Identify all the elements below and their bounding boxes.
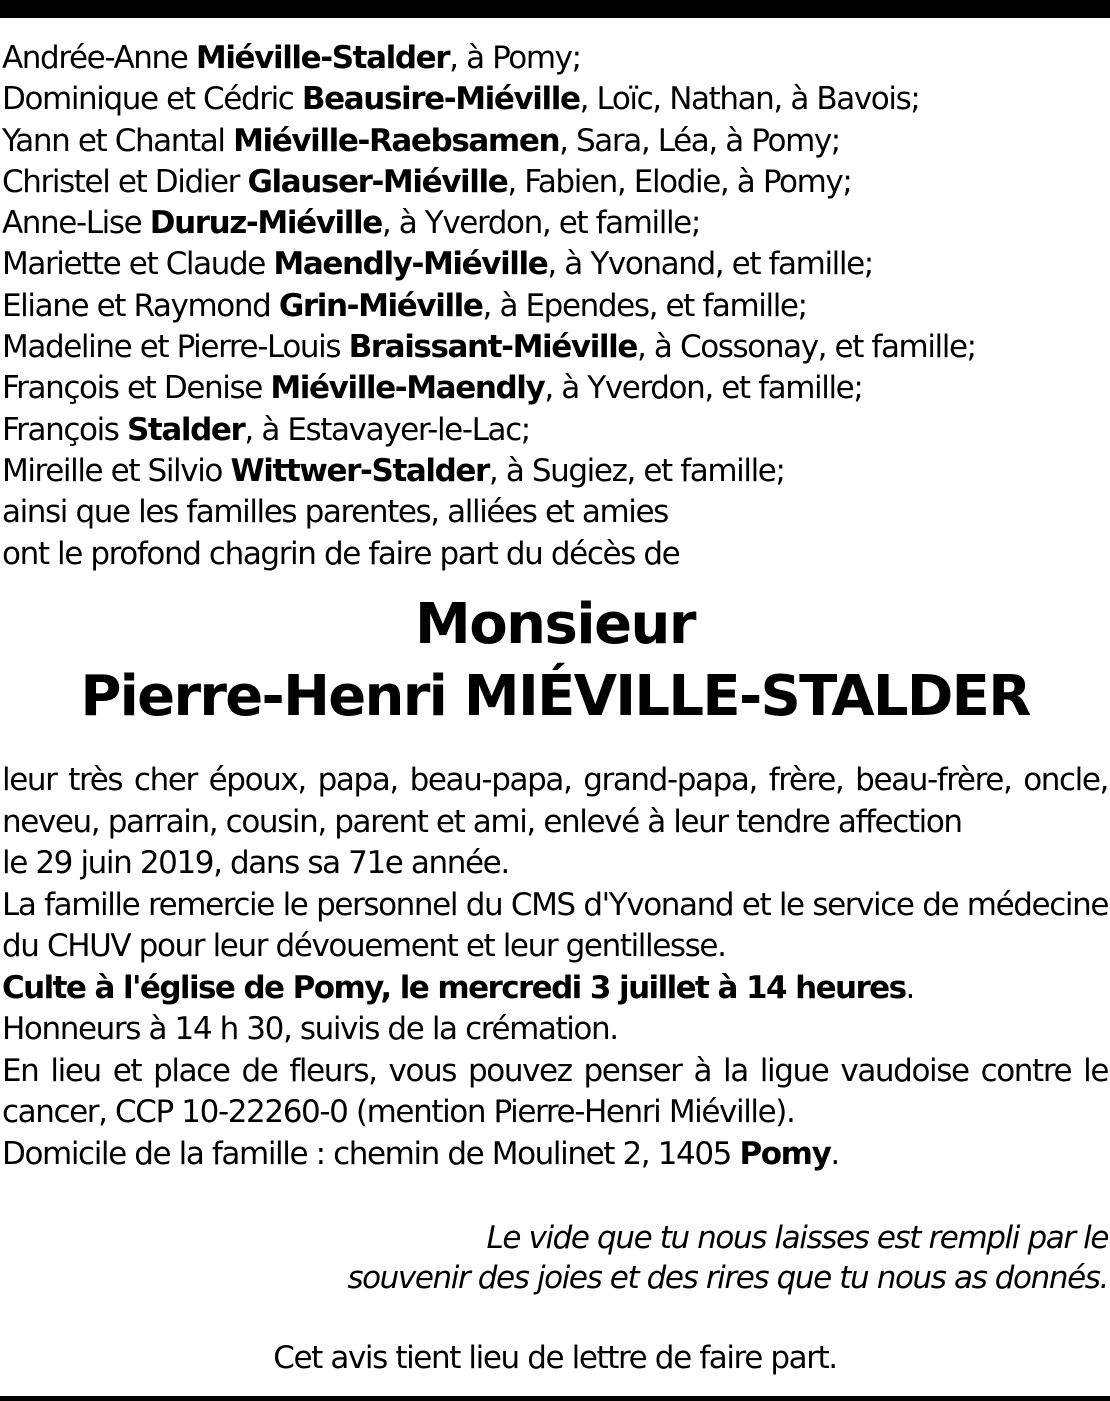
- domicile-address: Domicile de la famille : chemin de Moulinet 2, 1405: [2, 1135, 740, 1172]
- family-surname: Braissant-Miéville: [348, 329, 638, 366]
- family-first-names: Dominique et Cédric: [2, 81, 302, 118]
- family-first-names: François: [2, 411, 127, 448]
- family-first-names: Andrée-Anne: [2, 40, 196, 76]
- family-surname: Duruz-Miéville: [149, 205, 382, 242]
- family-surname: Stalder: [127, 411, 245, 448]
- deceased-title: Monsieur: [414, 592, 696, 657]
- family-line: [2, 410, 1108, 451]
- family-surname: Miéville-Raebsamen: [233, 122, 560, 159]
- quote-line: souvenir des joies et des rires que tu nous as donnés.: [347, 1260, 1108, 1296]
- family-line: [2, 203, 1108, 244]
- donation-paragraph: En lieu et place de fleurs, vous pouvez penser à la ligue vaudoise contre le cancer, CCP 10-22260-0 (mention Pierre-Henri Miéville).: [2, 1052, 1108, 1130]
- domicile-line: [2, 1134, 1108, 1176]
- family-first-names: Mariette et Claude: [2, 246, 274, 283]
- family-location: , Loïc, Nathan, à Bavois;: [579, 81, 920, 118]
- family-line: [2, 244, 1108, 285]
- family-location: , à Pomy;: [449, 40, 581, 76]
- family-location: , à Cossonay, et famille;: [637, 329, 976, 366]
- date-line: le 29 juin 2019, dans sa 71e année.: [2, 845, 509, 881]
- service-line: [2, 968, 1108, 1010]
- family-line: [2, 368, 1108, 409]
- bottom-rule: [0, 1396, 1110, 1401]
- family-line: [2, 121, 1108, 162]
- family-first-names: Eliane et Raymond: [2, 287, 279, 324]
- family-surname: Maendly-Miéville: [273, 246, 548, 283]
- family-list: [2, 38, 1108, 575]
- family-line: [2, 38, 1108, 79]
- family-location: , à Estavayer-le-Lac;: [244, 411, 530, 448]
- family-surname: Grin-Miéville: [278, 287, 483, 324]
- service-details: Culte à l'église de Pomy, le mercredi 3 juillet à 14 heures: [2, 969, 906, 1006]
- family-first-names: Anne-Lise: [2, 205, 150, 242]
- domicile-town: Pomy: [739, 1135, 831, 1172]
- family-first-names: François et Denise: [2, 370, 271, 407]
- memorial-quote: [347, 1218, 1108, 1298]
- family-first-names: Yann et Chantal: [2, 122, 234, 159]
- family-location: , à Yverdon, et famille;: [381, 205, 700, 242]
- family-surname: Beausire-Miéville: [301, 81, 580, 118]
- family-line: [2, 79, 1108, 120]
- family-first-names: Christel et Didier: [2, 163, 248, 200]
- thanks-paragraph: La famille remercie le personnel du CMS d'Yvonand et le service de médecine du CHUV pour leur dévouement et leur gentillesse.: [2, 886, 1108, 964]
- family-location: , Sara, Léa, à Pomy;: [559, 122, 840, 159]
- notice-body: [2, 760, 1108, 1175]
- family-location: , à Yverdon, et famille;: [544, 370, 863, 407]
- family-line: [2, 162, 1108, 203]
- relations-paragraph: leur très cher époux, papa, beau-papa, grand-papa, frère, beau-frère, oncle, neveu, parrain, cousin, parent et ami, enlevé à leur tendre affection: [2, 762, 1108, 840]
- family-location: , à Ependes, et famille;: [482, 287, 807, 324]
- family-surname: Miéville-Stalder: [195, 40, 450, 76]
- family-line: [2, 286, 1108, 327]
- family-surname: Wittwer-Stalder: [230, 452, 489, 489]
- service-period: .: [905, 969, 914, 1006]
- family-location: , à Sugiez, et famille;: [488, 452, 785, 489]
- honours-line: Honneurs à 14 h 30, suivis de la crémation.: [2, 1011, 618, 1047]
- family-surname: Miéville-Maendly: [270, 370, 545, 407]
- domicile-period: .: [830, 1135, 839, 1172]
- family-surname: Glauser-Miéville: [247, 163, 508, 200]
- family-first-names: Madeline et Pierre-Louis: [2, 329, 349, 366]
- family-first-names: Mireille et Silvio: [2, 452, 231, 489]
- intro-line: ont le profond chagrin de faire part du décès de: [2, 535, 680, 572]
- closing-line: Cet avis tient lieu de lettre de faire part.: [273, 1340, 837, 1376]
- top-rule: [0, 0, 1110, 18]
- deceased-name: Pierre-Henri MIÉVILLE-STALDER: [80, 664, 1030, 729]
- deceased-block: [0, 592, 1110, 736]
- family-location: , à Yvonand, et famille;: [547, 246, 873, 283]
- family-line: [2, 327, 1108, 368]
- family-line: [2, 451, 1108, 492]
- quote-line: Le vide que tu nous laisses est rempli par le: [486, 1220, 1108, 1256]
- family-location: , Fabien, Elodie, à Pomy;: [507, 163, 852, 200]
- intro-line: ainsi que les familles parentes, alliées et amies: [2, 494, 668, 531]
